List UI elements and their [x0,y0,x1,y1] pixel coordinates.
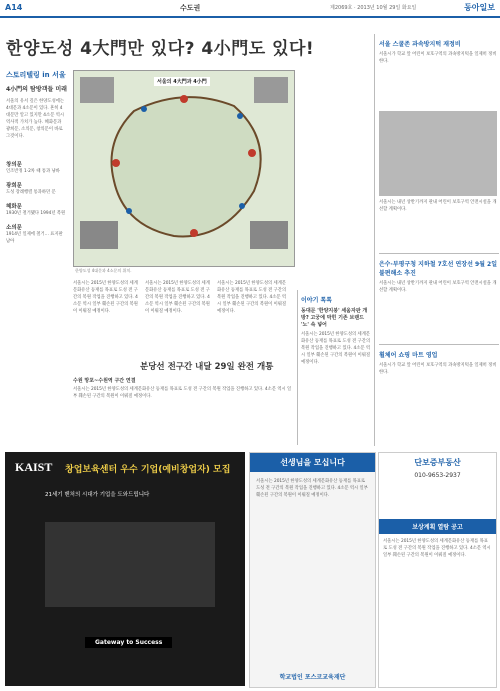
gate-info-column [6,98,66,343]
ad-info-box [45,522,215,607]
gate-desc: 도성 장례행렬 통과하던 문 [6,190,56,195]
kaist-advertisement[interactable] [5,452,245,686]
ad2-org: 학교법인 포스코교육재단 [279,674,346,681]
gate-name: 광희문 [6,183,22,189]
ad3-body: 서울시는 2015년 한양도성의 세계문화유산 등재를 목표로 도성 전 구간의 복원 작업을 진행하고 있다. 4소문 역시 일부 훼손된 구간의 복원이 이뤄질 예정이다. [383,539,491,558]
subway-body: 서울시는 2015년 한양도성의 세계문화유산 등재를 목표로 도성 전 구간의 복원 작업을 진행하고 있다. 4소문 역시 일부 훼손된 구간의 복원이 이뤄질 예정이다. [73,387,292,399]
ad3-subtitle: 보상계획 열람 공고 [379,519,496,534]
divider [379,253,499,254]
issue-date: 제2069호 · 2013년 10월 29일 화요일 [330,5,417,11]
article-dek: 4小門의 탐방객들 미래 [6,86,67,93]
section-name: 수도권 [180,4,201,12]
mid-side-column [297,290,373,445]
map-title: 서울의 4大門과 4小門 [154,77,210,86]
page-number: A14 [5,3,23,12]
ad2-title: 선생님을 모십니다 [250,453,375,472]
ad3-title: 단보증부동산 [414,458,461,467]
ad3-phone: 010-9653-2937 [414,472,461,479]
map-caption: 한양도성 4대문과 4소문의 위치. [75,268,132,273]
subway-subhead: 수원 망포~수원역 구간 연결 [73,378,136,384]
gate-name: 소의문 [6,225,22,231]
side-text: 서울시는 내년 상반기까지 관내 어린이 보호구역 안전시설을 개선할 계획이다. [379,281,497,293]
ad-subtitle: 21세기 벤처의 시대가 기업을 도와드립니다 [45,492,150,498]
gate-name: 혜화문 [6,204,22,210]
mid-side-body: 서울시는 2015년 한양도성의 세계문화유산 등재를 목표로 도성 전 구간의 복원 작업을 진행하고 있다. 4소문 역시 일부 훼손된 구간의 복원이 이뤄질 예정이다. [301,332,371,365]
body-text-col2: 서울시는 2015년 한양도성의 세계문화유산 등재를 목표로 도성 전 구간의 복원 작업을 진행하고 있다. 4소문 역시 일부 훼손된 구간의 복원이 이뤄질 예정이다. [145,281,210,314]
page-headline: 한양도성 4大門만 있다? 4小門도 있다! [6,39,315,59]
ad-title: 창업보육센터 우수 기업(예비창업자) 모집 [65,465,231,475]
intro-text: 서울의 유서 깊은 한양도성에는 4대문과 4소문이 있다. 흔히 4대문만 알고 있지만 4소문 역시 역사적 가치가 높다. 혜화문과 광희문, 소의문, 창의문이 바로 그것이다. [6,99,65,139]
side-text: 서울시가 학교 앞 어린이 보호구역의 과속방지턱을 일제히 정비한다. [379,52,497,64]
gate-name: 창의문 [6,162,22,168]
fortress-map [73,70,295,267]
body-text-col3: 서울시는 2015년 한양도성의 세계문화유산 등재를 목표로 도성 전 구간의 복원 작업을 진행하고 있다. 4소문 역시 일부 훼손된 구간의 복원이 이뤄질 예정이다. [217,281,287,314]
subway-headline: 분당선 전구간 내달 29일 완전 개통 [140,362,274,372]
side-heading: 은수·부평구청 지하철 7호선 연장선 9월 2일 불편해소 추진 [379,261,497,277]
gate-desc: 1930년 철거됐다 1994년 복원 [6,211,66,216]
article-kicker: 스토리텔링 in 서울 [6,71,66,79]
teacher-recruitment-ad[interactable] [249,452,376,688]
kaist-logo: KAIST [15,460,53,474]
divider [379,344,499,345]
side-heading: 휠체어 쇼핑 마트 영업 [379,352,438,359]
side-heading: 서울 스쿨존 과속방지턱 재정비 [379,41,461,48]
mid-side-heading: 이야기 톡톡 [301,297,333,304]
map-illustration [74,71,294,266]
side-text: 서울시가 학교 앞 어린이 보호구역의 과속방지턱을 일제히 정비한다. [379,363,497,375]
gate-desc: 인조반정 1·2차 때 통과 냥바 [6,169,60,174]
news-photo [379,111,497,196]
ad-footer: Gateway to Success [85,637,172,648]
ad2-body: 서울시는 2015년 한양도성의 세계문화유산 등재를 목표로 도성 전 구간의 복원 작업을 진행하고 있다. 4소문 역시 일부 훼손된 구간의 복원이 이뤄질 예정이다. [256,479,368,498]
right-news-column [374,34,499,446]
body-text-col1: 서울시는 2015년 한양도성의 세계문화유산 등재를 목표로 도성 전 구간의 복원 작업을 진행하고 있다. 4소문 역시 일부 훼손된 구간의 복원이 이뤄질 예정이다. [73,281,138,314]
newspaper-name: 동아일보 [464,2,495,12]
mid-side-title: 동대문 '한양지붕' 세움자판 개방? 고궁에 막힌 기존 브랜드 '노' 속 넣어 [301,308,368,328]
gate-desc: 1914년 일제에 철거… 표지판 남아 [6,232,63,244]
page-header [0,0,500,18]
side-text: 서울시는 내년 상반기까지 관내 어린이 보호구역 안전시설을 개선할 계획이다. [379,200,497,212]
real-estate-ad[interactable] [378,452,497,688]
